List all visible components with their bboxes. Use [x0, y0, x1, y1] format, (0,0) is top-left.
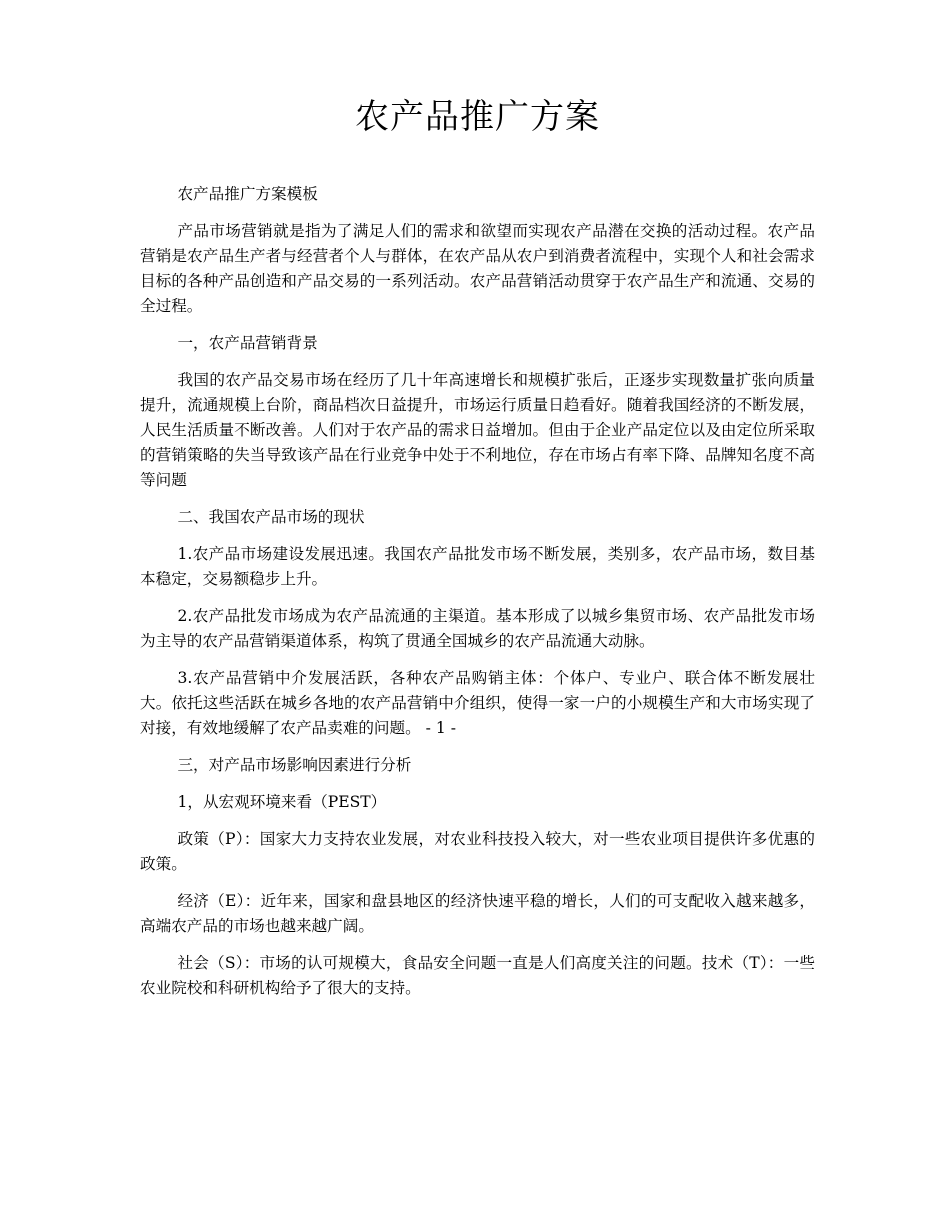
paragraph-economy: 经济（E）：近年来，国家和盘县地区的经济快速平稳的增长，人们的可支配收入越来越多，高端农产品的市场也越来越广阔。	[140, 892, 815, 935]
paragraph-status-3: 3.农产品营销中介发展活跃，各种农产品购销主体：个体户、专业户、联合体不断发展壮大。依托这些活跃在城乡各地的农产品营销中介组织，使得一家一户的小规模生产和大市场实现了对接，有效地缓解了农产品卖难的问题。 - 1 -	[140, 669, 815, 737]
paragraph-status-2: 2.农产品批发市场成为农产品流通的主渠道。基本形成了以城乡集贸市场、农产品批发市场为主导的农产品营销渠道体系，构筑了贯通全国城乡的农产品流通大动脉。	[140, 607, 815, 650]
paragraph-intro: 产品市场营销就是指为了满足人们的需求和欲望而实现农产品潜在交换的活动过程。农产品营销是农产品生产者与经营者个人与群体，在农产品从农户到消费者流程中，实现个人和社会需求目标的各种产品创造和产品交易的一系列活动。农产品营销活动贯穿于农产品生产和流通、交易的全过程。	[140, 222, 815, 315]
heading-background: 一，农产品营销背景	[177, 334, 318, 352]
heading-factor-analysis: 三，对产品市场影响因素进行分析	[177, 756, 412, 774]
paragraph-status-1: 1.农产品市场建设发展迅速。我国农产品批发市场不断发展，类别多，农产品市场，数目基本稳定，交易额稳步上升。	[140, 545, 815, 588]
paragraph-background: 我国的农产品交易市场在经历了几十年高速增长和规模扩张后，正逐步实现数量扩张向质量提升，流通规模上台阶，商品档次日益提升，市场运行质量日趋看好。随着我国经济的不断发展，人民生活质量不断改善。人们对于农产品的需求日益增加。但由于企业产品定位以及由定位所采取的营销策略的失当导致该产品在行业竞争中处于不利地位，存在市场占有率下降、品牌知名度不高等问题	[140, 371, 815, 489]
paragraph-society-technology: 社会（S）：市场的认可规模大，食品安全问题一直是人们高度关注的问题。技术（T）：一些农业院校和科研机构给予了很大的支持。	[140, 954, 815, 997]
document-body	[140, 182, 815, 1013]
paragraph-policy: 政策（P）：国家大力支持农业发展，对农业科技投入较大，对一些农业项目提供许多优惠的政策。	[140, 830, 815, 873]
heading-market-status: 二、我国农产品市场的现状	[177, 508, 365, 526]
paragraph-subtitle: 农产品推广方案模板	[177, 185, 318, 203]
heading-pest: 1，从宏观环境来看（PEST）	[177, 793, 387, 811]
document-title: 农产品推广方案	[355, 97, 600, 137]
